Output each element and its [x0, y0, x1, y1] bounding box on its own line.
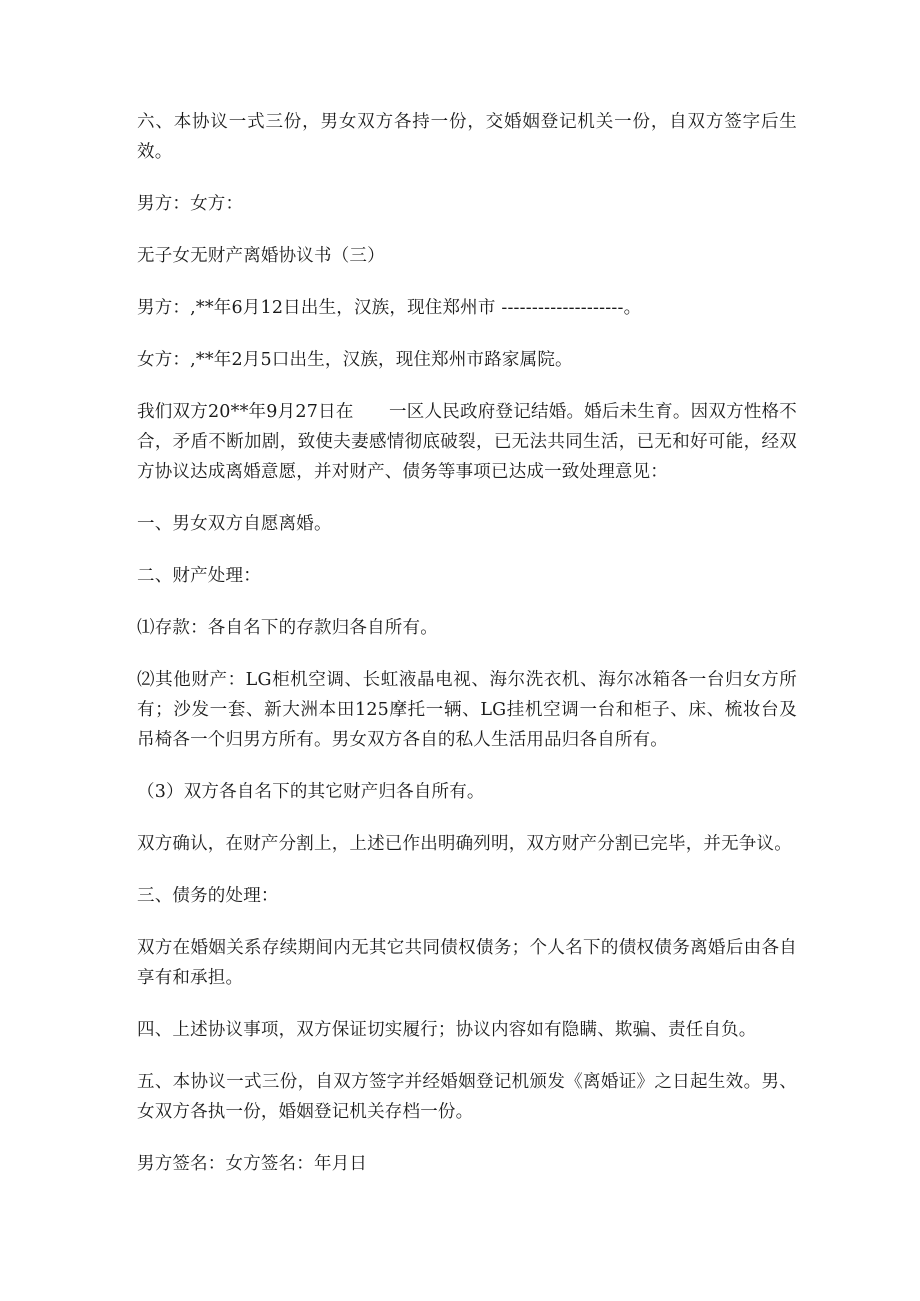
signature-line-top: 男方：女方：: [137, 194, 244, 214]
clause-four: 四、上述协议事项，双方保证切实履行；协议内容如有隐瞒、欺骗、责任自负。: [137, 1020, 757, 1040]
male-party-info: 男方：,**年6月12日出生，汉族，现住郑州市 --------------------。: [137, 298, 642, 318]
clause-one: 一、男女双方自愿离婚。: [137, 514, 332, 534]
debt-handling: 双方在婚姻关系存续期间内无其它共同债权债务；个人名下的债权债务离婚后由各自享有和承担。: [137, 938, 797, 988]
property-remaining: （3）双方各自名下的其它财产归各自所有。: [137, 782, 485, 802]
clause-two-heading: 二、财产处理：: [137, 566, 261, 586]
document-body: [137, 107, 797, 1201]
document-title: 无子女无财产离婚协议书（三）: [137, 246, 385, 266]
signature-line-bottom: 男方签名：女方签名：年月日: [137, 1154, 368, 1174]
clause-three-heading: 三、债务的处理：: [137, 886, 279, 906]
female-party-info: 女方：,**年2月5口出生，汉族，现住郑州市路家属院。: [137, 350, 573, 370]
clause-five: 五、本协议一式三份，自双方签字并经婚姻登记机颁发《离婚证》之日起生效。男、女双方各执一份，婚姻登记机关存档一份。: [137, 1072, 797, 1122]
clause-six-paragraph: 六、本协议一式三份，男女双方各持一份，交婚姻登记机关一份，自双方签字后生效。: [137, 112, 797, 162]
property-other: ⑵其他财产：LG柜机空调、长虹液晶电视、海尔洗衣机、海尔冰箱各一台归女方所有；沙发一套、新大洲本田125摩托一辆、LG挂机空调一台和柜子、床、梳妆台及吊椅各一个归男方所有。男女双方各自的私人生活用品归各自所有。: [137, 670, 797, 750]
preamble-paragraph: 我们双方20**年9月27日在 一区人民政府登记结婚。婚后未生育。因双方性格不合，矛盾不断加剧，致使夫妻感情彻底破裂，已无法共同生活，已无和好可能，经双方协议达成离婚意愿，并对财产、债务等事项已达成一致处理意见：: [137, 402, 797, 482]
property-deposits: ⑴存款：各自名下的存款归各自所有。: [137, 618, 438, 638]
property-confirmation: 双方确认，在财产分割上，上述已作出明确列明，双方财产分割已完毕，并无争议。: [137, 834, 792, 854]
